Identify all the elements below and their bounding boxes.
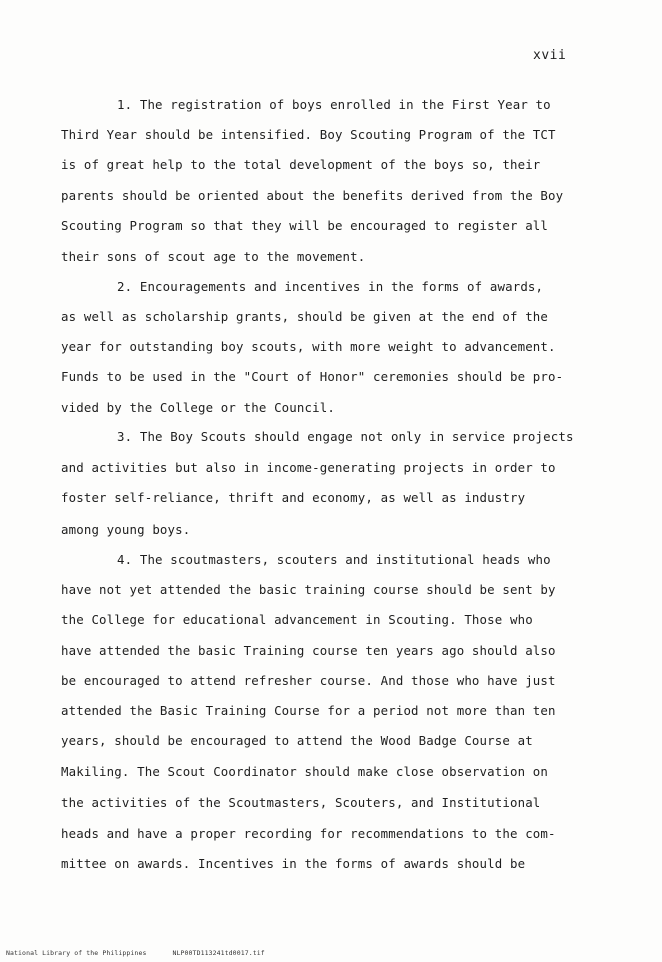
text-line: 3. The Boy Scouts should engage not only in service projects [117, 429, 574, 444]
scan-footer [6, 949, 287, 957]
text-line: Scouting Program so that they will be encouraged to register all [61, 218, 549, 233]
page-number: xvii [533, 48, 567, 63]
text-line: Third Year should be intensified. Boy Scouting Program of the TCT [61, 127, 556, 142]
text-line: Funds to be used in the "Court of Honor" ceremonies should be pro- [61, 369, 564, 384]
text-line: have attended the basic Training course ten years ago should also [61, 643, 556, 658]
text-line: parents should be oriented about the benefits derived from the Boy [61, 188, 564, 203]
text-line: attended the Basic Training Course for a period not more than ten [61, 703, 556, 718]
text-line: the College for educational advancement in Scouting. Those who [61, 612, 533, 627]
text-line: as well as scholarship grants, should be given at the end of the [61, 309, 549, 324]
text-line: mittee on awards. Incentives in the forms of awards should be [61, 856, 526, 871]
text-line: years, should be encouraged to attend the Wood Badge Course at [61, 733, 533, 748]
text-line: Makiling. The Scout Coordinator should make close observation on [61, 764, 549, 779]
text-line: among young boys. [61, 522, 191, 537]
text-line: have not yet attended the basic training course should be sent by [61, 582, 556, 597]
text-line: and activities but also in income-generating projects in order to [61, 460, 556, 475]
text-line: their sons of scout age to the movement. [61, 249, 366, 264]
text-line: year for outstanding boy scouts, with more weight to advancement. [61, 339, 556, 354]
text-line: 4. The scoutmasters, scouters and institutional heads who [117, 552, 551, 567]
text-line: the activities of the Scoutmasters, Scouters, and Institutional [61, 795, 541, 810]
text-line: is of great help to the total development of the boys so, their [61, 157, 541, 172]
text-line: be encouraged to attend refresher course. And those who have just [61, 673, 556, 688]
text-line: vided by the College or the Council. [61, 400, 335, 415]
text-line: 1. The registration of boys enrolled in the First Year to [117, 97, 551, 112]
text-line: heads and have a proper recording for recommendations to the com- [61, 826, 556, 841]
footer-library: National Library of the Philippines [6, 949, 147, 957]
footer-file-id: NLP00TD113241td0017.tif [172, 949, 265, 957]
text-line: 2. Encouragements and incentives in the forms of awards, [117, 279, 544, 294]
text-line: foster self-reliance, thrift and economy, as well as industry [61, 490, 526, 505]
